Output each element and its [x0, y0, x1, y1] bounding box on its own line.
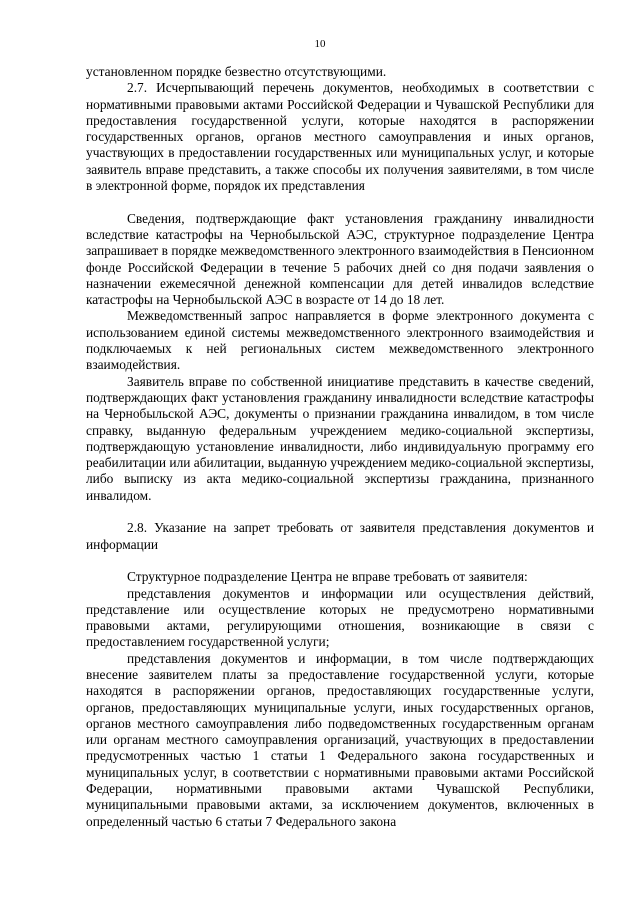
paragraph-prohibition-item-1: представления документов и информации или осуществления действий, представление или осуществление которых не предусмотрено нормативными правовыми актами, регулирующими отношения, возникающие в связи с предоставлением государственной услуги;: [86, 585, 594, 650]
paragraph-information-request: Сведения, подтверждающие факт установления гражданину инвалидности вследствие катастрофы на Чернобыльской АЭС, структурное подразделение Центра запрашивает в порядке межведомственного электронного взаимодействия в Пенсионном фонде Российской Федерации в течение 5 рабочих дней со дня подачи заявления о назначении ежемесячной денежной компенсации для детей инвалидов вследствие катастрофы на Чернобыльской АЭС в возрасте от 14 до 18 лет.: [86, 210, 594, 308]
paragraph-prohibition-intro: Структурное подразделение Центра не вправе требовать от заявителя:: [127, 569, 528, 585]
paragraph-interagency-request: Межведомственный запрос направляется в форме электронного документа с использованием единой системы межведомственного электронного взаимодействия и подключаемых к ней региональных систем межведомственного электронного взаимодействия.: [86, 308, 594, 373]
page-number: 10: [314, 38, 326, 50]
document-body: [86, 64, 594, 830]
section-heading-2-7: 2.7. Исчерпывающий перечень документов, необходимых в соответствии с нормативными правовыми актами Российской Федерации и Чувашской Республики для предоставления государственной услуги, которые находятся в распоряжении государственных органов, органов местного самоуправления и иных органов, участвующих в предоставлении государственных или муниципальных услуг, и которые заявитель вправе представить, а также способы их получения заявителями, в том числе в электронной форме, порядок их представления: [86, 80, 594, 194]
paragraph-continuation: установленном порядке безвестно отсутствующими.: [86, 64, 387, 79]
paragraph-applicant-right: Заявитель вправе по собственной инициативе представить в качестве сведений, подтверждающих факт установления гражданину инвалидности вследствие катастрофы на Чернобыльской АЭС, документы о признании гражданина инвалидом, в том числе справку, выданную федеральным учреждением медико-социальной экспертизы, подтверждающую установление инвалидности, либо индивидуальную программу его реабилитации или абилитации, выданную учреждением медико-социальной экспертизы, либо выписку из акта медико-социальной экспертизы гражданина, признанного инвалидом.: [86, 373, 594, 503]
paragraph-prohibition-item-2: представления документов и информации, в том числе подтверждающих внесение заявителем платы за предоставление государственной услуги, которые находятся в распоряжении органов, предоставляющих государственные услуги, органов, предоставляющих муниципальные услуги, иных государственных органов, органов местного самоуправления либо подведомственных государственным органам или органам местного самоуправления организаций, участвующих в предоставлении предусмотренных частью 1 статьи 1 Федерального закона государственных и муниципальных услуг, в соответствии с нормативными правовыми актами Российской Федерации, нормативными правовыми актами Чувашской Республики, муниципальными правовыми актами, за исключением документов, включенных в определенный частью 6 статьи 7 Федерального закона: [86, 650, 594, 829]
section-heading-2-8: 2.8. Указание на запрет требовать от заявителя представления документов и информации: [86, 520, 594, 552]
